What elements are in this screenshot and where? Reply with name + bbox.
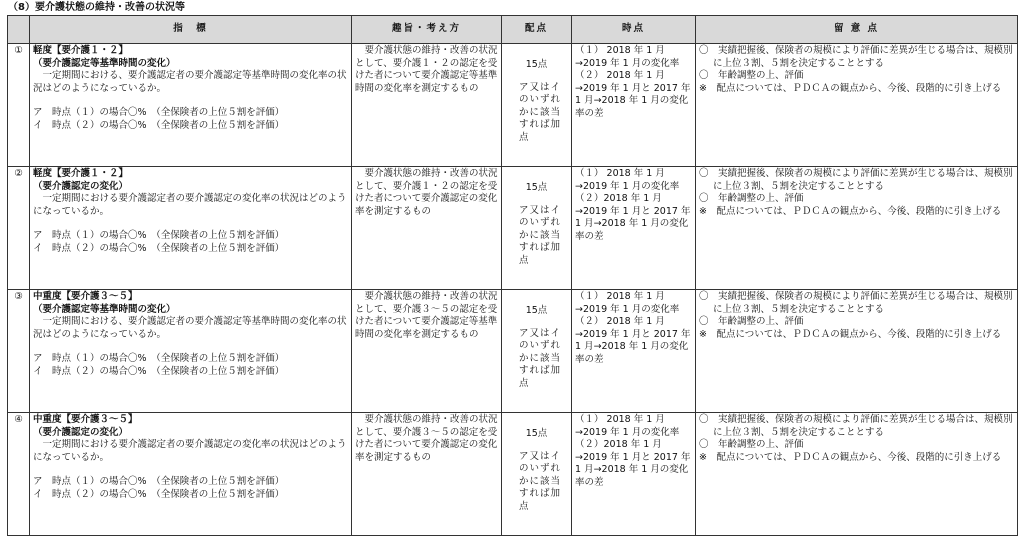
timepoint-cell (572, 44, 696, 167)
section-caption: （8）要介護状態の維持・改善の状況等 (8, 2, 185, 13)
purpose-text: 要介護状態の維持・改善の状況として、要介護３～５の認定を受けた者について要介護認定の変化率を測定するもの (355, 414, 498, 463)
note-item: 〇 実績把握後、保険者の規模により評価に差異が生じる場合は、規模別に上位３割、５割を決定することとする (699, 414, 1013, 438)
points-value: 15点 (525, 428, 548, 439)
points-condition: ア又はイのいずれかに該当すれば加点 (519, 204, 562, 266)
points-condition: ア又はイのいずれかに該当すれば加点 (519, 450, 562, 512)
note-item: 〇 実績把握後、保険者の規模により評価に差異が生じる場合は、規模別に上位３割、５割を決定することとする (699, 291, 1013, 315)
purpose-cell (352, 44, 502, 167)
indicator-description: 一定期間における、要介護認定者の要介護認定等基準時間の変化率の状況はどのようになっているか。 (33, 316, 347, 340)
indicator-subtitle: （要介護認定の変化） (33, 426, 129, 438)
indicator-option-b: イ 時点（２）の場合〇% （全保険者の上位５割を評価） (33, 488, 285, 500)
table-row (8, 290, 1018, 413)
indicator-option-a: ア 時点（１）の場合〇% （全保険者の上位５割を評価） (33, 230, 285, 241)
purpose-text: 要介護状態の維持・改善の状況として、要介護１・２の認定を受けた者について要介護認定の変化率を測定するもの (355, 168, 498, 217)
indicator-cell (30, 167, 352, 290)
header-purpose: 趣旨・考え方 (352, 16, 502, 44)
indicator-cell (30, 290, 352, 413)
notes-cell (696, 413, 1018, 536)
indicator-description: 一定期間における、要介護認定者の要介護認定等基準時間の変化率の状況はどのようになっているか。 (33, 70, 347, 94)
indicator-option-b: イ 時点（２）の場合〇% （全保険者の上位５割を評価） (33, 119, 285, 131)
indicator-option-a: ア 時点（１）の場合〇% （全保険者の上位５割を評価） (33, 107, 285, 118)
table-row (8, 44, 1018, 167)
timepoint-2: （２）2018 年 1 月→2019 年 1 月と 2017 年 1 月→2018 年 1 月の変化率の差 (575, 439, 691, 488)
points-value: 15点 (525, 305, 548, 316)
note-item: 〇 実績把握後、保険者の規模により評価に差異が生じる場合は、規模別に上位３割、５割を決定することとする (699, 168, 1013, 192)
note-item: ※ 配点については、ＰＤＣＡの観点から、今後、段階的に引き上げる (699, 451, 1002, 463)
header-timepoint: 時点 (572, 16, 696, 44)
timepoint-2: （２） 2018 年 1 月→2019 年 1 月と 2017 年 1 月→2018 年 1 月の変化率の差 (575, 316, 691, 365)
note-item: ※ 配点については、ＰＤＣＡの観点から、今後、段階的に引き上げる (699, 328, 1002, 340)
indicator-option-b: イ 時点（２）の場合〇% （全保険者の上位５割を評価） (33, 365, 285, 377)
timepoint-cell (572, 290, 696, 413)
timepoint-cell (572, 167, 696, 290)
note-item: ※ 配点については、ＰＤＣＡの観点から、今後、段階的に引き上げる (699, 82, 1002, 94)
note-item: 〇 実績把握後、保険者の規模により評価に差異が生じる場合は、規模別に上位３割、５割を決定することとする (699, 45, 1013, 69)
purpose-text: 要介護状態の維持・改善の状況として、要介護１・２の認定を受けた者について要介護認定等基準時間の変化率を測定するもの (355, 45, 498, 94)
timepoint-1: （１） 2018 年 1 月→2019 年 1 月の変化率 (575, 291, 680, 315)
note-item: ※ 配点については、ＰＤＣＡの観点から、今後、段階的に引き上げる (699, 205, 1002, 217)
indicator-title: 軽度【要介護１・２】 (33, 168, 129, 179)
indicator-option-b: イ 時点（２）の場合〇% （全保険者の上位５割を評価） (33, 242, 285, 254)
note-item: 〇 年齢調整の上、評価 (699, 193, 804, 204)
indicator-description: 一定期間における要介護認定者の要介護認定の変化率の状況はどのようになっているか。 (33, 439, 347, 463)
indicator-subtitle: （要介護認定等基準時間の変化） (33, 303, 176, 315)
indicator-subtitle: （要介護認定の変化） (33, 180, 129, 192)
indicator-cell (30, 413, 352, 536)
purpose-text: 要介護状態の維持・改善の状況として、要介護３～５の認定を受けた者について要介護認定等基準時間の変化率を測定するもの (355, 291, 498, 340)
indicator-title: 中重度【要介護３～５】 (33, 291, 138, 302)
indicator-description: 一定期間における要介護認定者の要介護認定の変化率の状況はどのようになっているか。 (33, 193, 347, 217)
indicator-cell (30, 44, 352, 167)
evaluation-table (7, 15, 1018, 536)
purpose-cell (352, 167, 502, 290)
points-condition: ア又はイのいずれかに該当すれば加点 (519, 327, 562, 389)
table-row (8, 413, 1018, 536)
row-number: ④ (8, 413, 30, 536)
points-cell (502, 167, 572, 290)
points-cell (502, 413, 572, 536)
points-condition: ア又はイのいずれかに該当すれば加点 (519, 81, 562, 143)
points-cell (502, 44, 572, 167)
purpose-cell (352, 413, 502, 536)
header-indicator: 指 標 (30, 16, 352, 44)
purpose-cell (352, 290, 502, 413)
notes-cell (696, 290, 1018, 413)
points-value: 15点 (525, 182, 548, 193)
indicator-title: 中重度【要介護３～５】 (33, 414, 138, 425)
table-header-row (8, 16, 1018, 44)
indicator-subtitle: （要介護認定等基準時間の変化） (33, 57, 176, 69)
notes-cell (696, 44, 1018, 167)
timepoint-1: （１） 2018 年 1 月→2019 年 1 月の変化率 (575, 414, 680, 438)
timepoint-1: （１） 2018 年 1 月→2019 年 1 月の変化率 (575, 45, 680, 69)
row-number: ① (8, 44, 30, 167)
indicator-title: 軽度【要介護１・２】 (33, 45, 129, 56)
timepoint-2: （２）2018 年 1 月→2019 年 1 月と 2017 年 1 月→2018 年 1 月の変化率の差 (575, 193, 691, 242)
points-cell (502, 290, 572, 413)
timepoint-2: （２） 2018 年 1 月→2019 年 1 月と 2017 年 1 月→2018 年 1 月の変化率の差 (575, 70, 691, 119)
points-value: 15点 (525, 59, 548, 70)
table-row (8, 167, 1018, 290)
row-number: ③ (8, 290, 30, 413)
header-notes: 留 意 点 (696, 16, 1018, 44)
header-points: 配点 (502, 16, 572, 44)
header-number (8, 16, 30, 44)
timepoint-cell (572, 413, 696, 536)
row-number: ② (8, 167, 30, 290)
note-item: 〇 年齢調整の上、評価 (699, 70, 804, 81)
indicator-option-a: ア 時点（１）の場合〇% （全保険者の上位５割を評価） (33, 353, 285, 364)
indicator-option-a: ア 時点（１）の場合〇% （全保険者の上位５割を評価） (33, 476, 285, 487)
note-item: 〇 年齢調整の上、評価 (699, 439, 804, 450)
notes-cell (696, 167, 1018, 290)
note-item: 〇 年齢調整の上、評価 (699, 316, 804, 327)
timepoint-1: （１） 2018 年 1 月→2019 年 1 月の変化率 (575, 168, 680, 192)
